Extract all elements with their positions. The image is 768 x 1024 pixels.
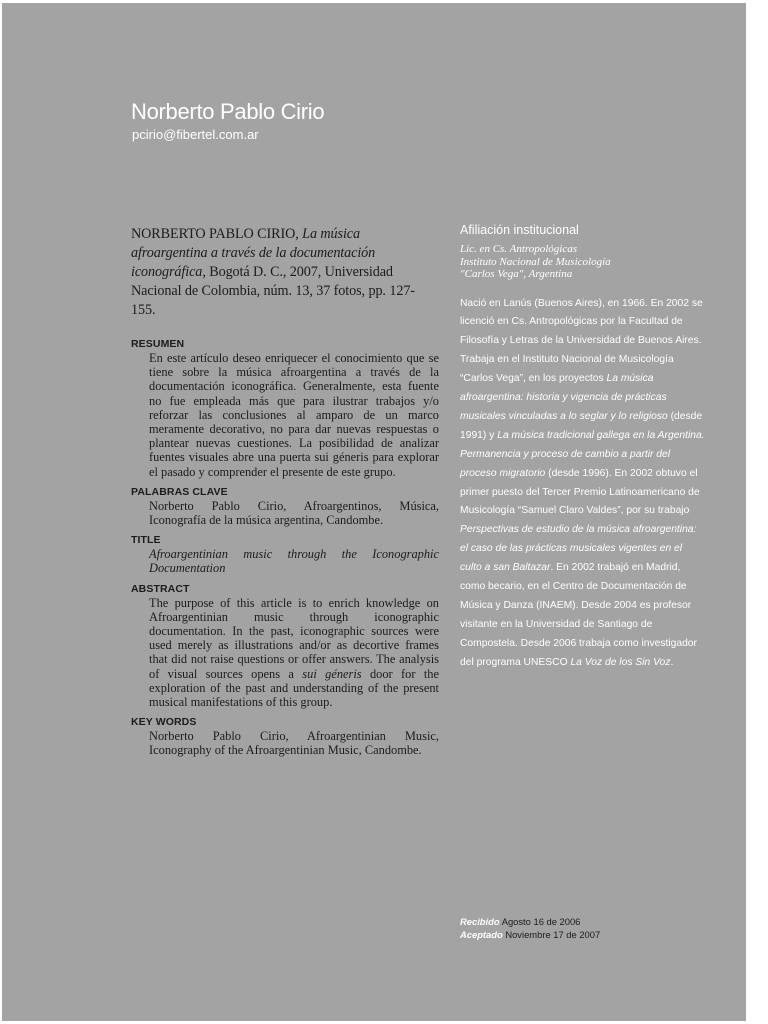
- author-email: pcirio@fibertel.com.ar: [132, 127, 259, 142]
- bio-project-title: La música tradicional gallega en la Argentina. Permanencia y proceso de cambio a partir del proceso migratorio: [460, 429, 705, 479]
- key-words-heading: KEY WORDS: [131, 716, 197, 729]
- abstract-text: [149, 596, 439, 710]
- accepted-label: Aceptado: [460, 929, 503, 940]
- accepted-value: Noviembre 17 de 2007: [505, 929, 601, 940]
- right-column: [460, 223, 705, 673]
- bio-text: (desde 1991) y: [460, 410, 703, 441]
- bio-text: .: [670, 656, 674, 668]
- affiliation-heading: Afiliación institucional: [460, 223, 579, 237]
- affiliation-line: "Carlos Vega", Argentina: [460, 268, 573, 280]
- received-date: [460, 915, 600, 928]
- bio-program-title: La Voz de los Sin Voz: [570, 656, 671, 668]
- abstract-heading: ABSTRACT: [131, 582, 190, 595]
- title-heading: TITLE: [131, 534, 161, 547]
- citation-author: NORBERTO PABLO CIRIO,: [131, 226, 299, 242]
- citation: [131, 225, 439, 320]
- article-page: [2, 3, 746, 1021]
- abstract-text-end: door for the exploration of the past and understanding of the present musical manifestations of this group.: [149, 666, 439, 710]
- title-text: Afroargentinian music through the Iconographic Documentation: [149, 547, 439, 576]
- abstract-text-italic: sui géneris: [302, 666, 362, 681]
- palabras-clave-text: Norberto Pablo Cirio, Afroargentinos, Música, Iconografía de la música argentina, Candombe.: [149, 498, 439, 528]
- bio-text: Nació en Lanús (Buenos Aires), en 1966. En 2002 se licenció en Cs. Antropológicas por la Facultad de Filosofía y Letras de la Universidad de Buenos Aires. Trabaja en el Instituto Nacional de Musicología “Carlos Vega”, en los proyectos: [460, 297, 703, 385]
- bio-project-title: La música afroargentina: historia y vigencia de prácticas musicales vinculadas a lo seglar y lo religioso: [460, 373, 668, 422]
- bio-text: . En 2002 trabajó en Madrid, como becario, en el Centro de Documentación de Música y Danza (INAEM). Desde 2004 es profesor visitante en la Universidad de Santiago de Compostela. Desde 2006 trabaja como investigador del programa UNESCO: [460, 562, 697, 668]
- resumen-heading: RESUMEN: [131, 338, 185, 350]
- citation-publication: , Bogotá D. C., 2007, Universidad Nacional de Colombia, núm. 13, 37 fotos, pp. 127-155.: [131, 264, 415, 318]
- key-words-text: Norberto Pablo Cirio, Afroargentinian Music, Iconography of the Afroargentinian Music, Candombe.: [149, 729, 439, 758]
- resumen-text: En este artículo deseo enriquecer el conocimiento que se tiene sobre la música afroargentina a través de la documentación iconográfica. Generalmente, esta fuente no fue empleada más que para ilustrar trabajos y/o reforzar las conclusiones al amparo de un marco meramente decorativo, no para dar nuevas respuestas o plantear nuevas cuestiones. La posibilidad de analizar fuentes visuales abre una puerta sui géneris para explorar el pasado y comprender el presente de este grupo.: [149, 351, 439, 479]
- affiliation-details: [460, 243, 705, 281]
- affiliation-line: Lic. en Cs. Antropológicas: [460, 243, 578, 255]
- affiliation-line: Instituto Nacional de Musicología: [460, 255, 611, 268]
- citation-title: La música afroargentina a través de la documentación iconográfica: [131, 226, 376, 280]
- abstract-text-start: The purpose of this article is to enrich knowledge on Afroargentinian music through iconographic documentation. In the past, iconographic sources were used merely as illustrations and/or as decortive frames that did not raise questions or offer answers. The analysis of visual sources opens a: [149, 595, 439, 681]
- submission-dates: [460, 915, 600, 941]
- received-value: Agosto 16 de 2006: [501, 916, 581, 927]
- received-label: Recibido: [460, 916, 500, 927]
- bio-work-title: Perspectivas de estudio de la música afroargentina: el caso de las prácticas musicales vigentes en el culto a san Baltazar: [460, 524, 697, 574]
- accepted-date: [460, 928, 600, 941]
- author-biography: [460, 295, 705, 673]
- left-column: [131, 225, 439, 764]
- author-name: Norberto Pablo Cirio: [131, 99, 325, 124]
- palabras-clave-heading: PALABRAS CLAVE: [131, 485, 228, 498]
- bio-text: (desde 1996). En 2002 obtuvo el primer puesto del Tercer Premio Latinoamericano de Musicología “Samuel Claro Valdes”, por su trabajo: [460, 467, 700, 517]
